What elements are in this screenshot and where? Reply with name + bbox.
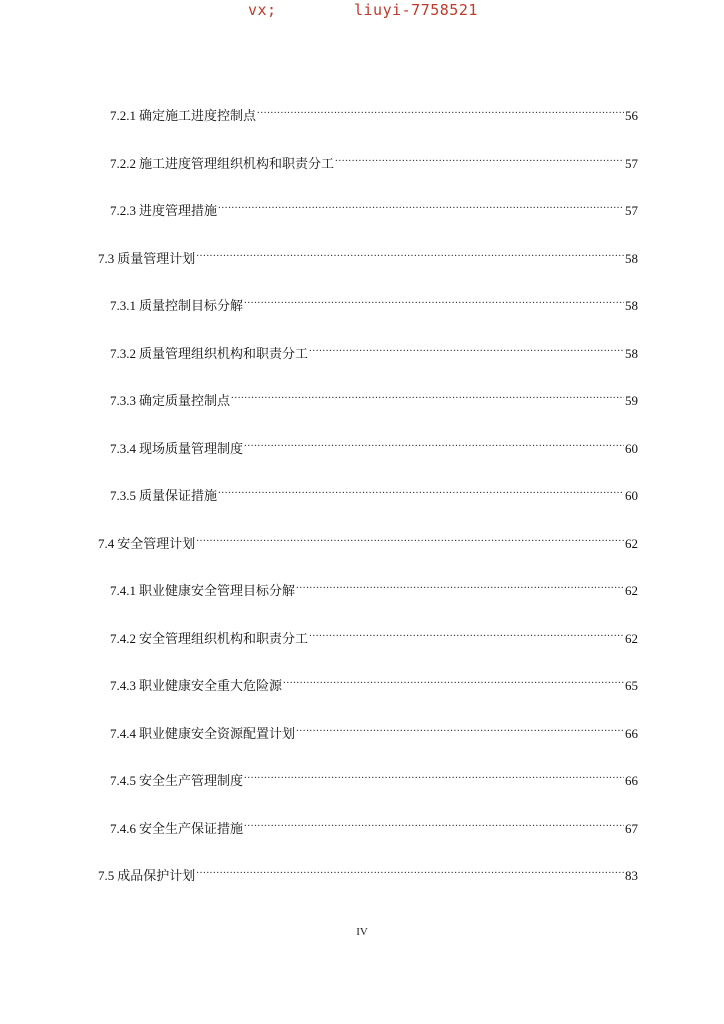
toc-entry[interactable] [98, 526, 638, 552]
toc-entry-page: 65 [625, 678, 638, 693]
toc-entry-page: 58 [625, 251, 638, 266]
toc-dot-leader [218, 478, 624, 500]
toc-entry-number: 7.2.1 [110, 108, 136, 123]
toc-entry-number: 7.3.2 [110, 346, 136, 361]
toc-entry[interactable] [110, 811, 638, 837]
toc-entry-title: 职业健康安全重大危险源 [139, 679, 283, 694]
toc-entry[interactable] [98, 241, 638, 267]
toc-entry-page: 57 [625, 203, 638, 218]
toc-dot-leader [244, 288, 624, 310]
toc-entry-page: 83 [625, 868, 638, 883]
toc-entry-page: 57 [625, 156, 638, 171]
toc-dot-leader [257, 98, 624, 120]
toc-entry[interactable] [98, 858, 638, 884]
toc-entry-page: 58 [625, 346, 638, 361]
toc-entry-number: 7.3.3 [110, 393, 136, 408]
toc-entry-number: 7.4.6 [110, 821, 136, 836]
toc-entry-page: 66 [625, 726, 638, 741]
toc-entry-title: 施工进度管理组织机构和职责分工 [139, 157, 335, 172]
toc-entry[interactable] [110, 98, 638, 124]
toc-entry-title: 确定质量控制点 [139, 394, 231, 409]
toc-entry-number: 7.3.1 [110, 298, 136, 313]
toc-entry[interactable] [110, 573, 638, 599]
toc-entry-number: 7.4.4 [110, 726, 136, 741]
page-number-footer: IV [356, 926, 368, 938]
toc-entry-title: 质量管理组织机构和职责分工 [139, 347, 309, 362]
toc-dot-leader [296, 716, 624, 738]
toc-entry[interactable] [110, 383, 638, 409]
toc-entry-title: 安全生产管理制度 [139, 774, 244, 789]
toc-entry-page: 62 [625, 631, 638, 646]
toc-entry-title: 现场质量管理制度 [139, 442, 244, 457]
toc-entry-page: 67 [625, 821, 638, 836]
toc-entry-page: 62 [625, 536, 638, 551]
toc-entry-title: 质量控制目标分解 [139, 299, 244, 314]
header-contact-id: liuyi-7758521 [354, 1, 478, 19]
toc-entry-title: 质量管理计划 [117, 252, 196, 267]
toc-entry-number: 7.3.5 [110, 488, 136, 503]
watermark-header [0, 0, 724, 24]
toc-dot-leader [296, 573, 624, 595]
toc-dot-leader [196, 858, 624, 880]
toc-entry-number: 7.4.2 [110, 631, 136, 646]
toc-entry-page: 59 [625, 393, 638, 408]
toc-entry-page: 58 [625, 298, 638, 313]
toc-entry-title: 确定施工进度控制点 [139, 109, 257, 124]
toc-entry-number: 7.2.3 [110, 203, 136, 218]
toc-dot-leader [196, 526, 624, 548]
toc-entry-title: 安全管理计划 [117, 537, 196, 552]
toc-entry-title: 安全生产保证措施 [139, 822, 244, 837]
toc-dot-leader [244, 431, 624, 453]
toc-entry[interactable] [110, 288, 638, 314]
toc-entry-page: 62 [625, 583, 638, 598]
toc-entry-number: 7.4.3 [110, 678, 136, 693]
toc-entry-number: 7.3 [98, 251, 115, 266]
toc-entry[interactable] [110, 763, 638, 789]
toc-dot-leader [309, 336, 624, 358]
toc-entry-number: 7.4 [98, 536, 115, 551]
toc-entry-title: 职业健康安全管理目标分解 [139, 584, 296, 599]
toc-dot-leader [244, 811, 624, 833]
toc-dot-leader [231, 383, 624, 405]
toc-entry[interactable] [110, 478, 638, 504]
toc-entry-number: 7.4.5 [110, 773, 136, 788]
toc-entry[interactable] [110, 431, 638, 457]
toc-entry[interactable] [110, 668, 638, 694]
toc-entry-number: 7.3.4 [110, 441, 136, 456]
toc-entry-title: 安全管理组织机构和职责分工 [139, 632, 309, 647]
toc-dot-leader [283, 668, 624, 690]
header-contact-label: vx; [248, 1, 277, 19]
toc-entry[interactable] [110, 716, 638, 742]
toc-dot-leader [196, 241, 624, 263]
toc-entry-title: 职业健康安全资源配置计划 [139, 727, 296, 742]
toc-entry-page: 60 [625, 488, 638, 503]
toc-entry[interactable] [110, 336, 638, 362]
toc-dot-leader [335, 146, 624, 168]
toc-entry-page: 60 [625, 441, 638, 456]
toc-entry-number: 7.4.1 [110, 583, 136, 598]
toc-dot-leader [244, 763, 624, 785]
toc-entry-page: 66 [625, 773, 638, 788]
toc-entry-title: 进度管理措施 [139, 204, 218, 219]
toc-entry-number: 7.5 [98, 868, 115, 883]
toc-entry[interactable] [110, 146, 638, 172]
toc-dot-leader [309, 621, 624, 643]
toc-entry[interactable] [110, 193, 638, 219]
toc-entry-number: 7.2.2 [110, 156, 136, 171]
toc-entry-title: 质量保证措施 [139, 489, 218, 504]
toc-dot-leader [218, 193, 624, 215]
toc-entry-page: 56 [625, 108, 638, 123]
toc-entry[interactable] [110, 621, 638, 647]
toc-entry-title: 成品保护计划 [117, 869, 196, 884]
